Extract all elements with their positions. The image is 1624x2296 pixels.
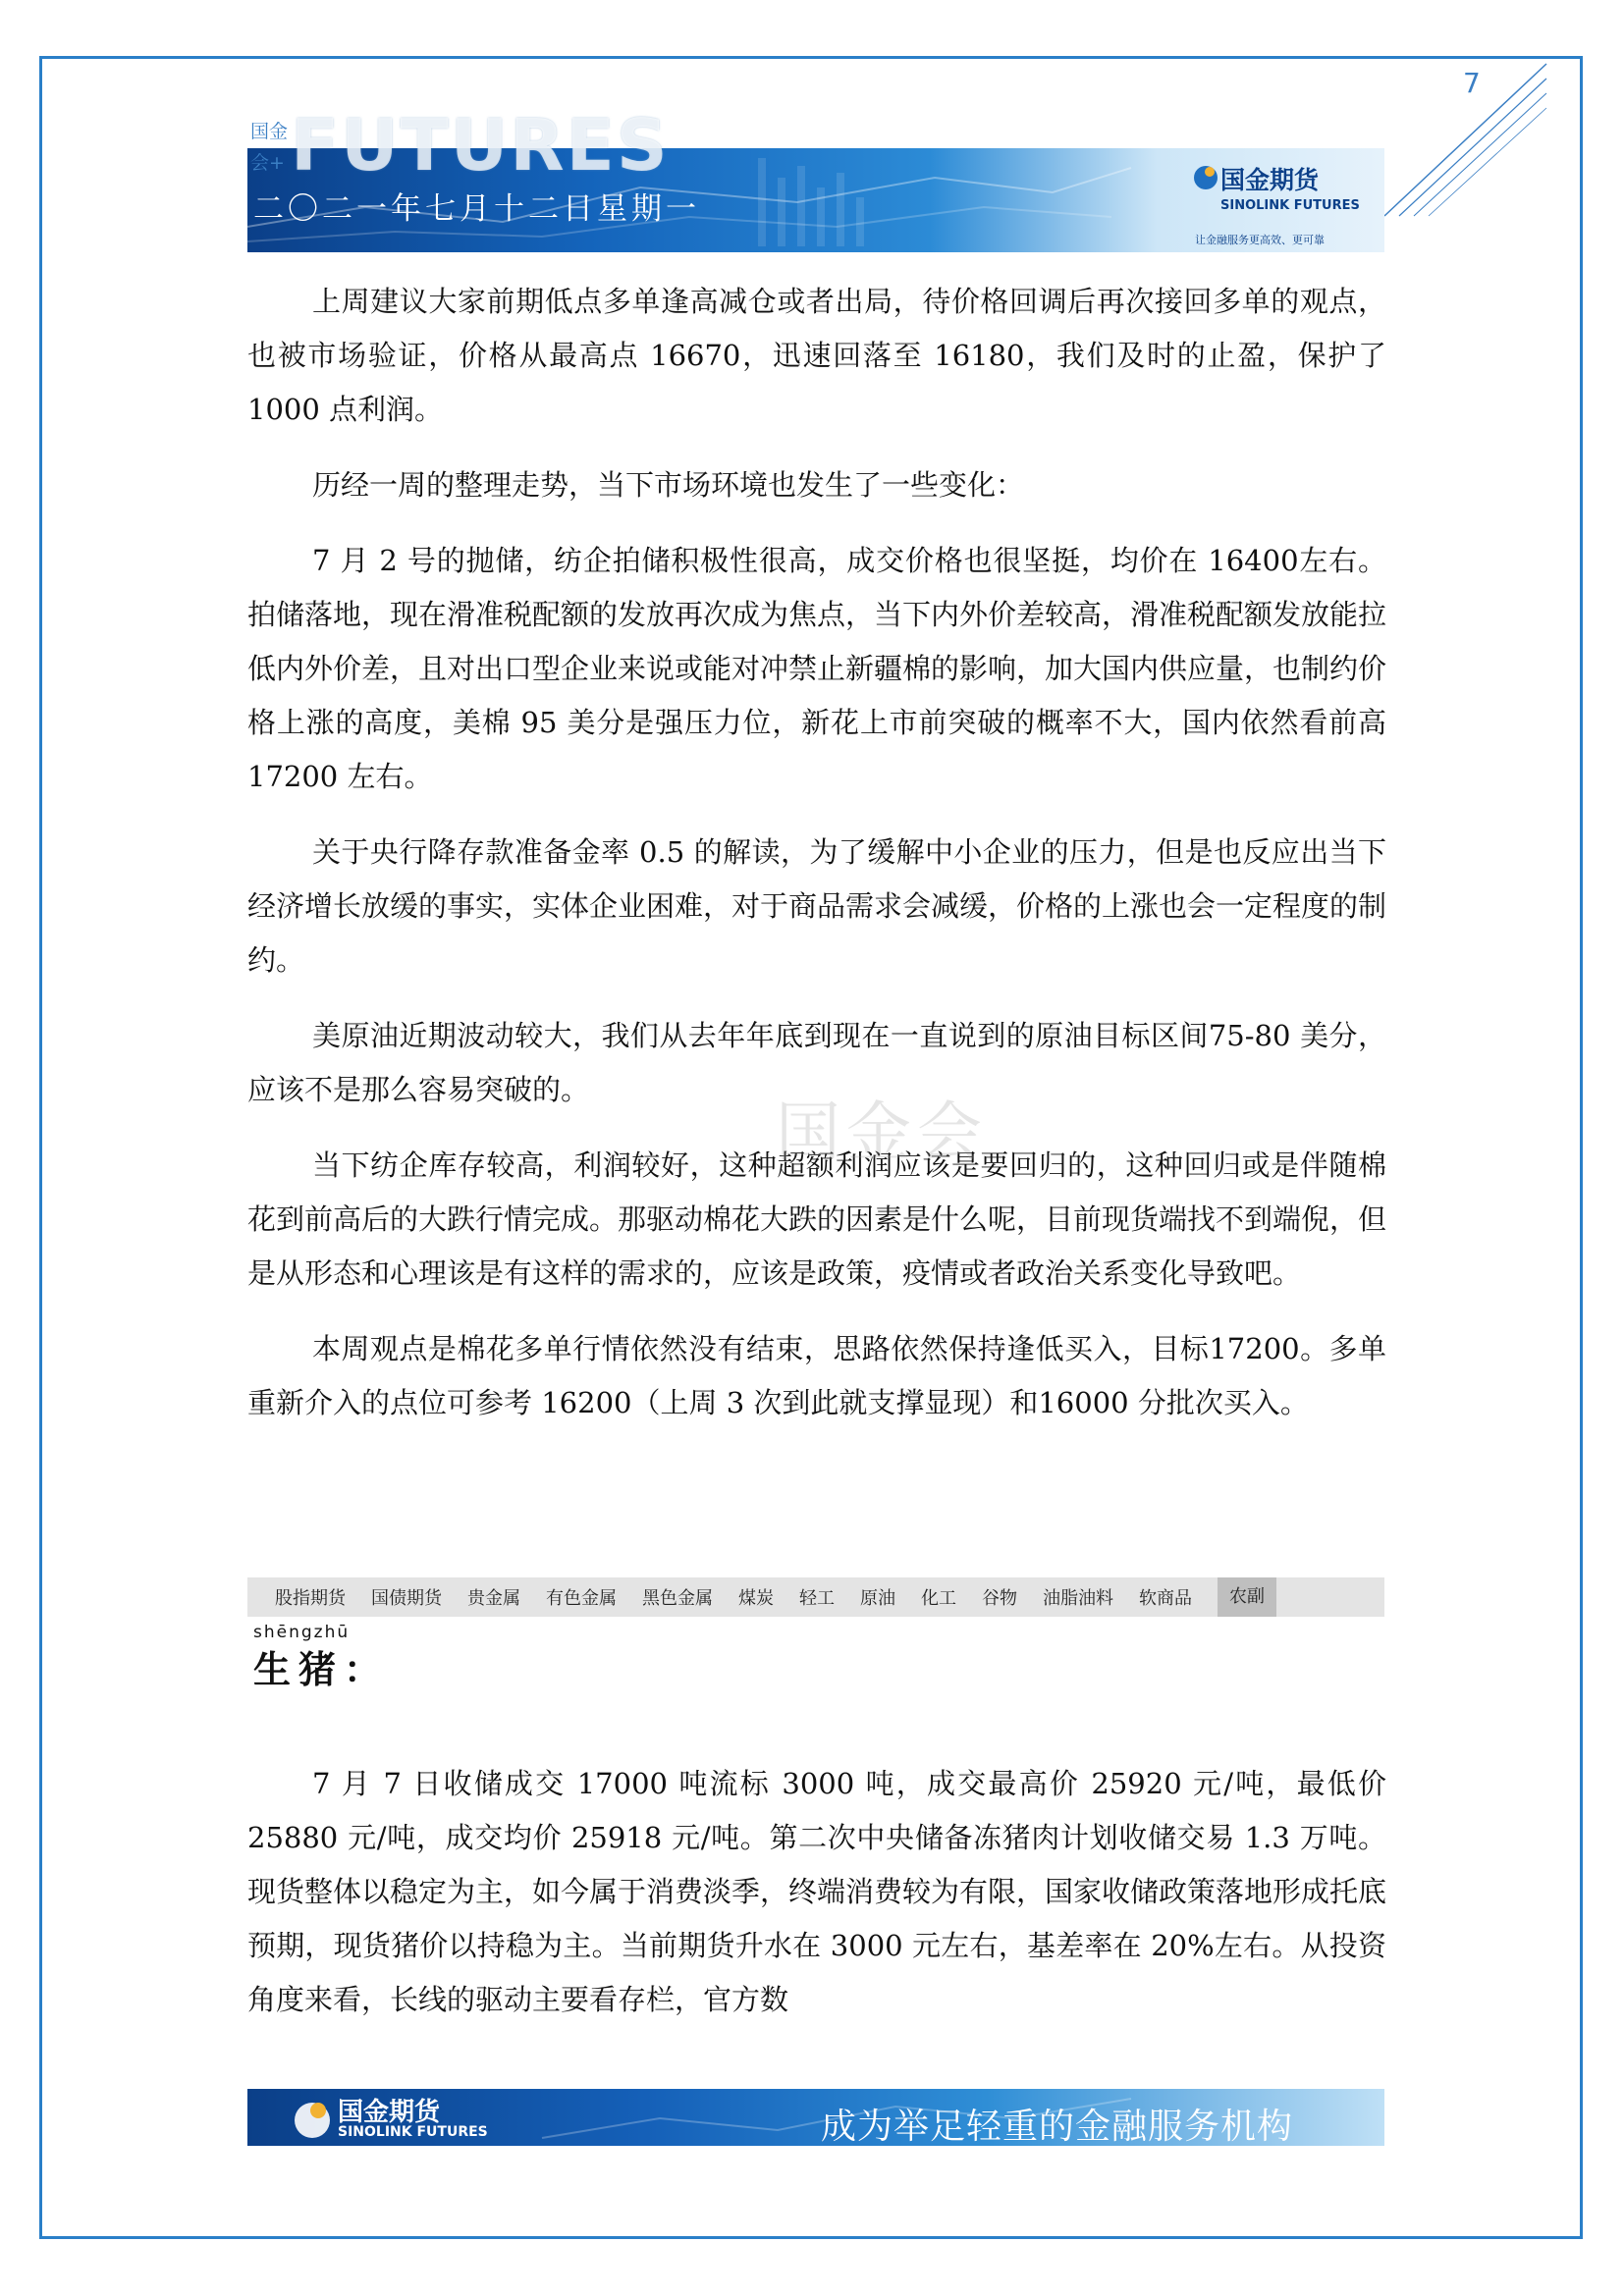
category-item[interactable]: 股指期货 bbox=[275, 1588, 346, 1609]
category-item[interactable]: 轻工 bbox=[799, 1588, 835, 1609]
cotton-paragraph: 历经一周的整理走势，当下市场环境也发生了一些变化： bbox=[312, 468, 1025, 502]
header-futures-text: FUTURES bbox=[291, 104, 670, 187]
category-item[interactable]: 煤炭 bbox=[738, 1588, 774, 1609]
section-pinyin: shēngzhū bbox=[253, 1623, 351, 1642]
category-item[interactable]: 黑色金属 bbox=[642, 1588, 713, 1609]
page-number: 7 bbox=[1463, 67, 1481, 99]
category-item[interactable]: 化工 bbox=[921, 1588, 956, 1609]
logo-globe-icon bbox=[1193, 163, 1218, 192]
footer-logo-globe-icon bbox=[293, 2097, 332, 2140]
footer-logo-cn: 国金期货 bbox=[338, 2098, 441, 2127]
cotton-paragraph: 美原油近期波动较大，我们从去年年底到现在一直说到的原油目标区间75-80 美分，应该不是那么容易突破的。 bbox=[247, 1019, 1386, 1106]
watermark: 国金会 bbox=[776, 1095, 988, 1170]
footer-slogan: 成为举足轻重的金融服务机构 bbox=[821, 2107, 1294, 2147]
hog-paragraph: 7 月 7 日收储成交 17000 吨流标 3000 吨，成交最高价 25920 元/吨，最低价 25880 元/吨，成交均价 25918 元/吨。第二次中央储备冻猪肉计划收储交易 1.3 万吨。现货整体以稳定为主，如今属于消费淡季，终端消费较为有限，国家收储政策落地形成托底预期，现货猪价以持稳为主。当前期货升水在 3000 元左右，基差率在 20%左右。从投资角度来看，长线的驱动主要看存栏，官方数 bbox=[247, 1767, 1387, 2016]
header-logo-en: SINOLINK FUTURES bbox=[1220, 198, 1360, 213]
header-date: 二〇二一年七月十二日星期一 bbox=[253, 191, 700, 227]
cotton-paragraph: 本周观点是棉花多单行情依然没有结束，思路依然保持逢低买入，目标17200。多单重新介入的点位可参考 16200（上周 3 次到此就支撑显现）和16000 分批次买入。 bbox=[247, 1332, 1386, 1419]
cotton-paragraph: 上周建议大家前期低点多单逢高减仓或者出局，待价格回调后再次接回多单的观点，也被市场验证，价格从最高点 16670，迅速回落至 16180，我们及时的止盈，保护了 1000 点利润。 bbox=[247, 285, 1386, 426]
cotton-section bbox=[247, 275, 1386, 1452]
cotton-paragraph: 关于央行降存款准备金率 0.5 的解读，为了缓解中小企业的压力，但是也反应出当下经济增长放缓的事实，实体企业困难，对于商品需求会减缓，价格的上涨也会一定程度的制约。 bbox=[247, 835, 1387, 977]
header-small-label-line1: 国金 bbox=[250, 121, 289, 142]
category-item-active[interactable]: 农副 bbox=[1218, 1577, 1276, 1617]
category-item[interactable]: 原油 bbox=[860, 1588, 895, 1609]
category-item[interactable]: 油脂油料 bbox=[1043, 1588, 1113, 1609]
category-item[interactable]: 国债期货 bbox=[371, 1588, 442, 1609]
cotton-paragraph: 当下纺企库存较高，利润较好，这种超额利润应该是要回归的，这种回归或是伴随棉花到前高后的大跌行情完成。那驱动棉花大跌的因素是什么呢，目前现货端找不到端倪，但是从形态和心理该是有这样的需求的，应该是政策，疫情或者政治关系变化导致吧。 bbox=[247, 1148, 1387, 1290]
category-item[interactable]: 软商品 bbox=[1139, 1588, 1192, 1609]
category-item[interactable]: 谷物 bbox=[982, 1588, 1017, 1609]
header-small-label bbox=[250, 116, 288, 179]
header-logo-slogan: 让金融服务更高效、更可靠 bbox=[1195, 234, 1325, 246]
header-logo-cn: 国金期货 bbox=[1220, 166, 1320, 194]
header-logo bbox=[1193, 157, 1380, 245]
cotton-paragraph: 7 月 2 号的抛储，纺企拍储积极性很高，成交价格也很坚挺，均价在 16400左右。拍储落地，现在滑准税配额的发放再次成为焦点，当下内外价差较高，滑准税配额发放能拉低内外价差，且对出口型企业来说或能对冲禁止新疆棉的影响，加大国内供应量，也制约价格上涨的高度，美棉 95 美分是强压力位，新花上市前突破的概率不大，国内依然看前高 17200 左右。 bbox=[247, 544, 1387, 793]
section-title-hog: 生猪： bbox=[253, 1648, 390, 1691]
footer-logo-en: SINOLINK FUTURES bbox=[338, 2124, 488, 2140]
hog-section bbox=[247, 1757, 1386, 2049]
category-nav-bar bbox=[247, 1577, 1384, 1617]
header-small-label-line2: 会+ bbox=[250, 152, 285, 174]
category-item[interactable]: 贵金属 bbox=[467, 1588, 520, 1609]
category-item[interactable]: 有色金属 bbox=[546, 1588, 617, 1609]
